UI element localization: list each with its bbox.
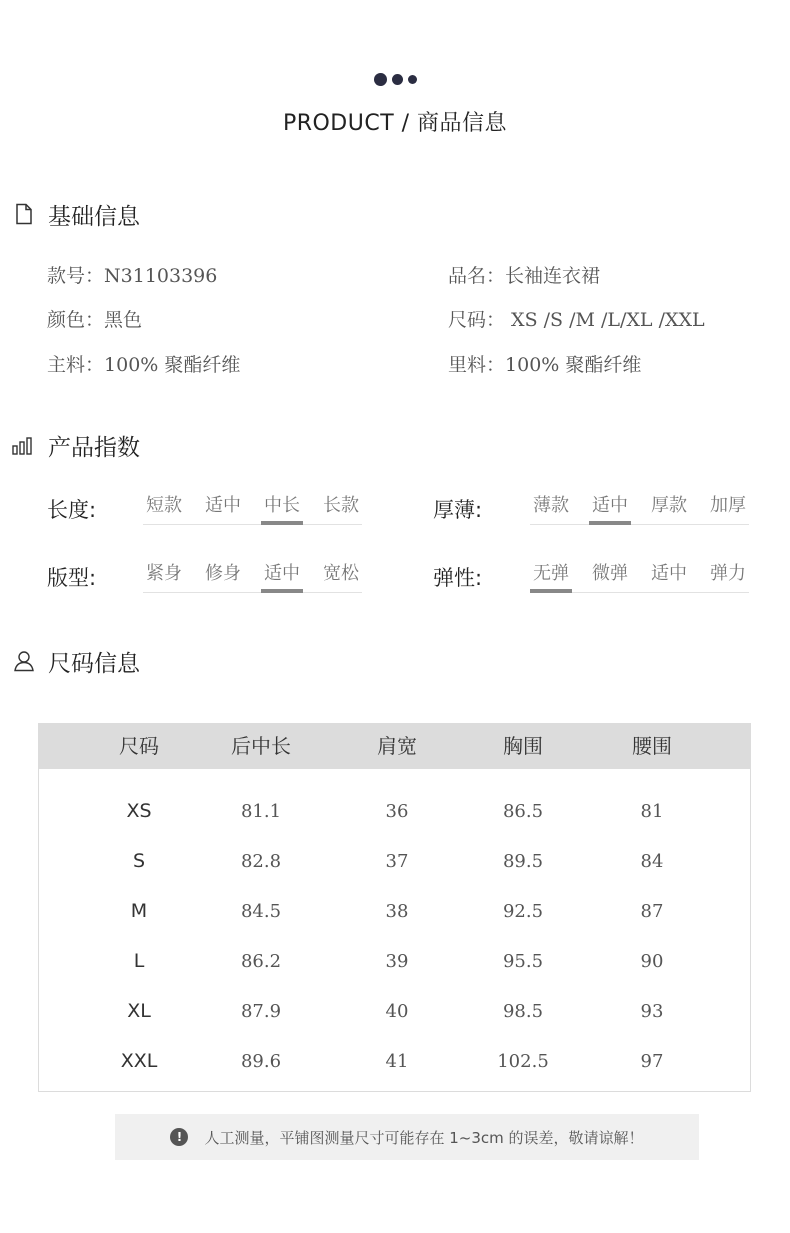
cell-back-length: 82.8 (240, 851, 282, 872)
section-size-info (12, 646, 140, 676)
option-stretch: 弹力 (710, 563, 746, 584)
section-title: 产品指数 (48, 434, 140, 461)
info-product-name: 品名：长袖连衣裙 (448, 265, 601, 287)
attr-options-fit (143, 560, 362, 593)
table-header (39, 724, 750, 769)
cell-waist: 93 (640, 1001, 664, 1022)
info-style-number: 款号：N31103396 (47, 265, 218, 287)
cell-size: XXL (120, 1050, 158, 1072)
cell-shoulder: 38 (385, 901, 409, 922)
cell-shoulder: 39 (385, 951, 409, 972)
cell-shoulder: 36 (385, 801, 409, 822)
option-short: 短款 (146, 495, 182, 516)
cell-waist: 90 (640, 951, 664, 972)
section-basic-info (12, 199, 140, 229)
cell-size: L (133, 950, 145, 972)
info-main-material: 主料：100% 聚酯纤维 (47, 354, 241, 376)
option-medium-stretch: 适中 (651, 563, 687, 584)
cell-back-length: 86.2 (240, 951, 282, 972)
section-title: 基础信息 (48, 203, 140, 230)
header-shoulder: 肩宽 (377, 734, 417, 758)
cell-back-length: 81.1 (240, 801, 282, 822)
option-loose: 宽松 (323, 563, 359, 584)
note-text: 人工测量，平铺图测量尺寸可能存在 1~3cm 的误差，敬请谅解！ (204, 1128, 644, 1147)
exclamation-icon: ! (170, 1128, 188, 1146)
section-product-index (12, 430, 140, 460)
attr-label-thickness: 厚薄: (433, 498, 483, 522)
option-slim: 修身 (205, 563, 241, 584)
header-size: 尺码 (119, 734, 159, 758)
attr-label-length: 长度: (47, 498, 97, 522)
cell-back-length: 87.9 (240, 1001, 282, 1022)
attr-options-length (143, 492, 362, 525)
cell-bust: 89.5 (502, 851, 544, 872)
person-icon (12, 649, 36, 673)
option-medium-selected: 适中 (589, 492, 631, 522)
cell-back-length: 84.5 (240, 901, 282, 922)
cell-bust: 92.5 (502, 901, 544, 922)
decorative-dots (374, 72, 418, 88)
header-back-length: 后中长 (231, 734, 291, 758)
info-sizes: 尺码： XS /S /M /L/XL /XXL (448, 309, 705, 331)
cell-shoulder: 41 (385, 1051, 409, 1072)
document-icon (12, 202, 36, 226)
attr-options-thickness (530, 492, 749, 525)
cell-back-length: 89.6 (240, 1051, 282, 1072)
info-color: 颜色：黑色 (47, 309, 143, 331)
cell-waist: 84 (640, 851, 664, 872)
cell-shoulder: 40 (385, 1001, 409, 1022)
cell-bust: 102.5 (497, 1051, 549, 1072)
cell-bust: 98.5 (502, 1001, 544, 1022)
size-table (38, 723, 751, 1092)
attr-label-elasticity: 弹性: (433, 566, 483, 590)
option-thick: 厚款 (651, 495, 687, 516)
cell-size: M (130, 900, 148, 922)
bar-chart-icon (12, 433, 36, 457)
attr-options-elasticity (530, 560, 749, 593)
option-long: 长款 (323, 495, 359, 516)
option-tight: 紧身 (146, 563, 182, 584)
option-extra-thick: 加厚 (710, 495, 746, 516)
header-bust: 胸围 (503, 734, 543, 758)
option-regular-selected: 适中 (261, 560, 303, 590)
option-slight-stretch: 微弹 (592, 563, 628, 584)
cell-size: S (132, 850, 146, 872)
cell-waist: 97 (640, 1051, 664, 1072)
option-no-stretch-selected: 无弹 (530, 560, 572, 590)
attr-label-fit: 版型: (47, 566, 97, 590)
cell-waist: 81 (640, 801, 664, 822)
info-lining: 里料：100% 聚酯纤维 (448, 354, 642, 376)
cell-bust: 95.5 (502, 951, 544, 972)
option-midi-selected: 中长 (261, 492, 303, 522)
cell-waist: 87 (640, 901, 664, 922)
option-medium: 适中 (205, 495, 241, 516)
cell-size: XS (126, 800, 152, 822)
section-title: 尺码信息 (48, 650, 140, 677)
header-waist: 腰围 (632, 734, 672, 758)
cell-bust: 86.5 (502, 801, 544, 822)
page-title: PRODUCT / 商品信息 (282, 111, 508, 136)
option-thin: 薄款 (533, 495, 569, 516)
cell-size: XL (127, 1000, 151, 1022)
measurement-note (115, 1114, 699, 1160)
cell-shoulder: 37 (385, 851, 409, 872)
